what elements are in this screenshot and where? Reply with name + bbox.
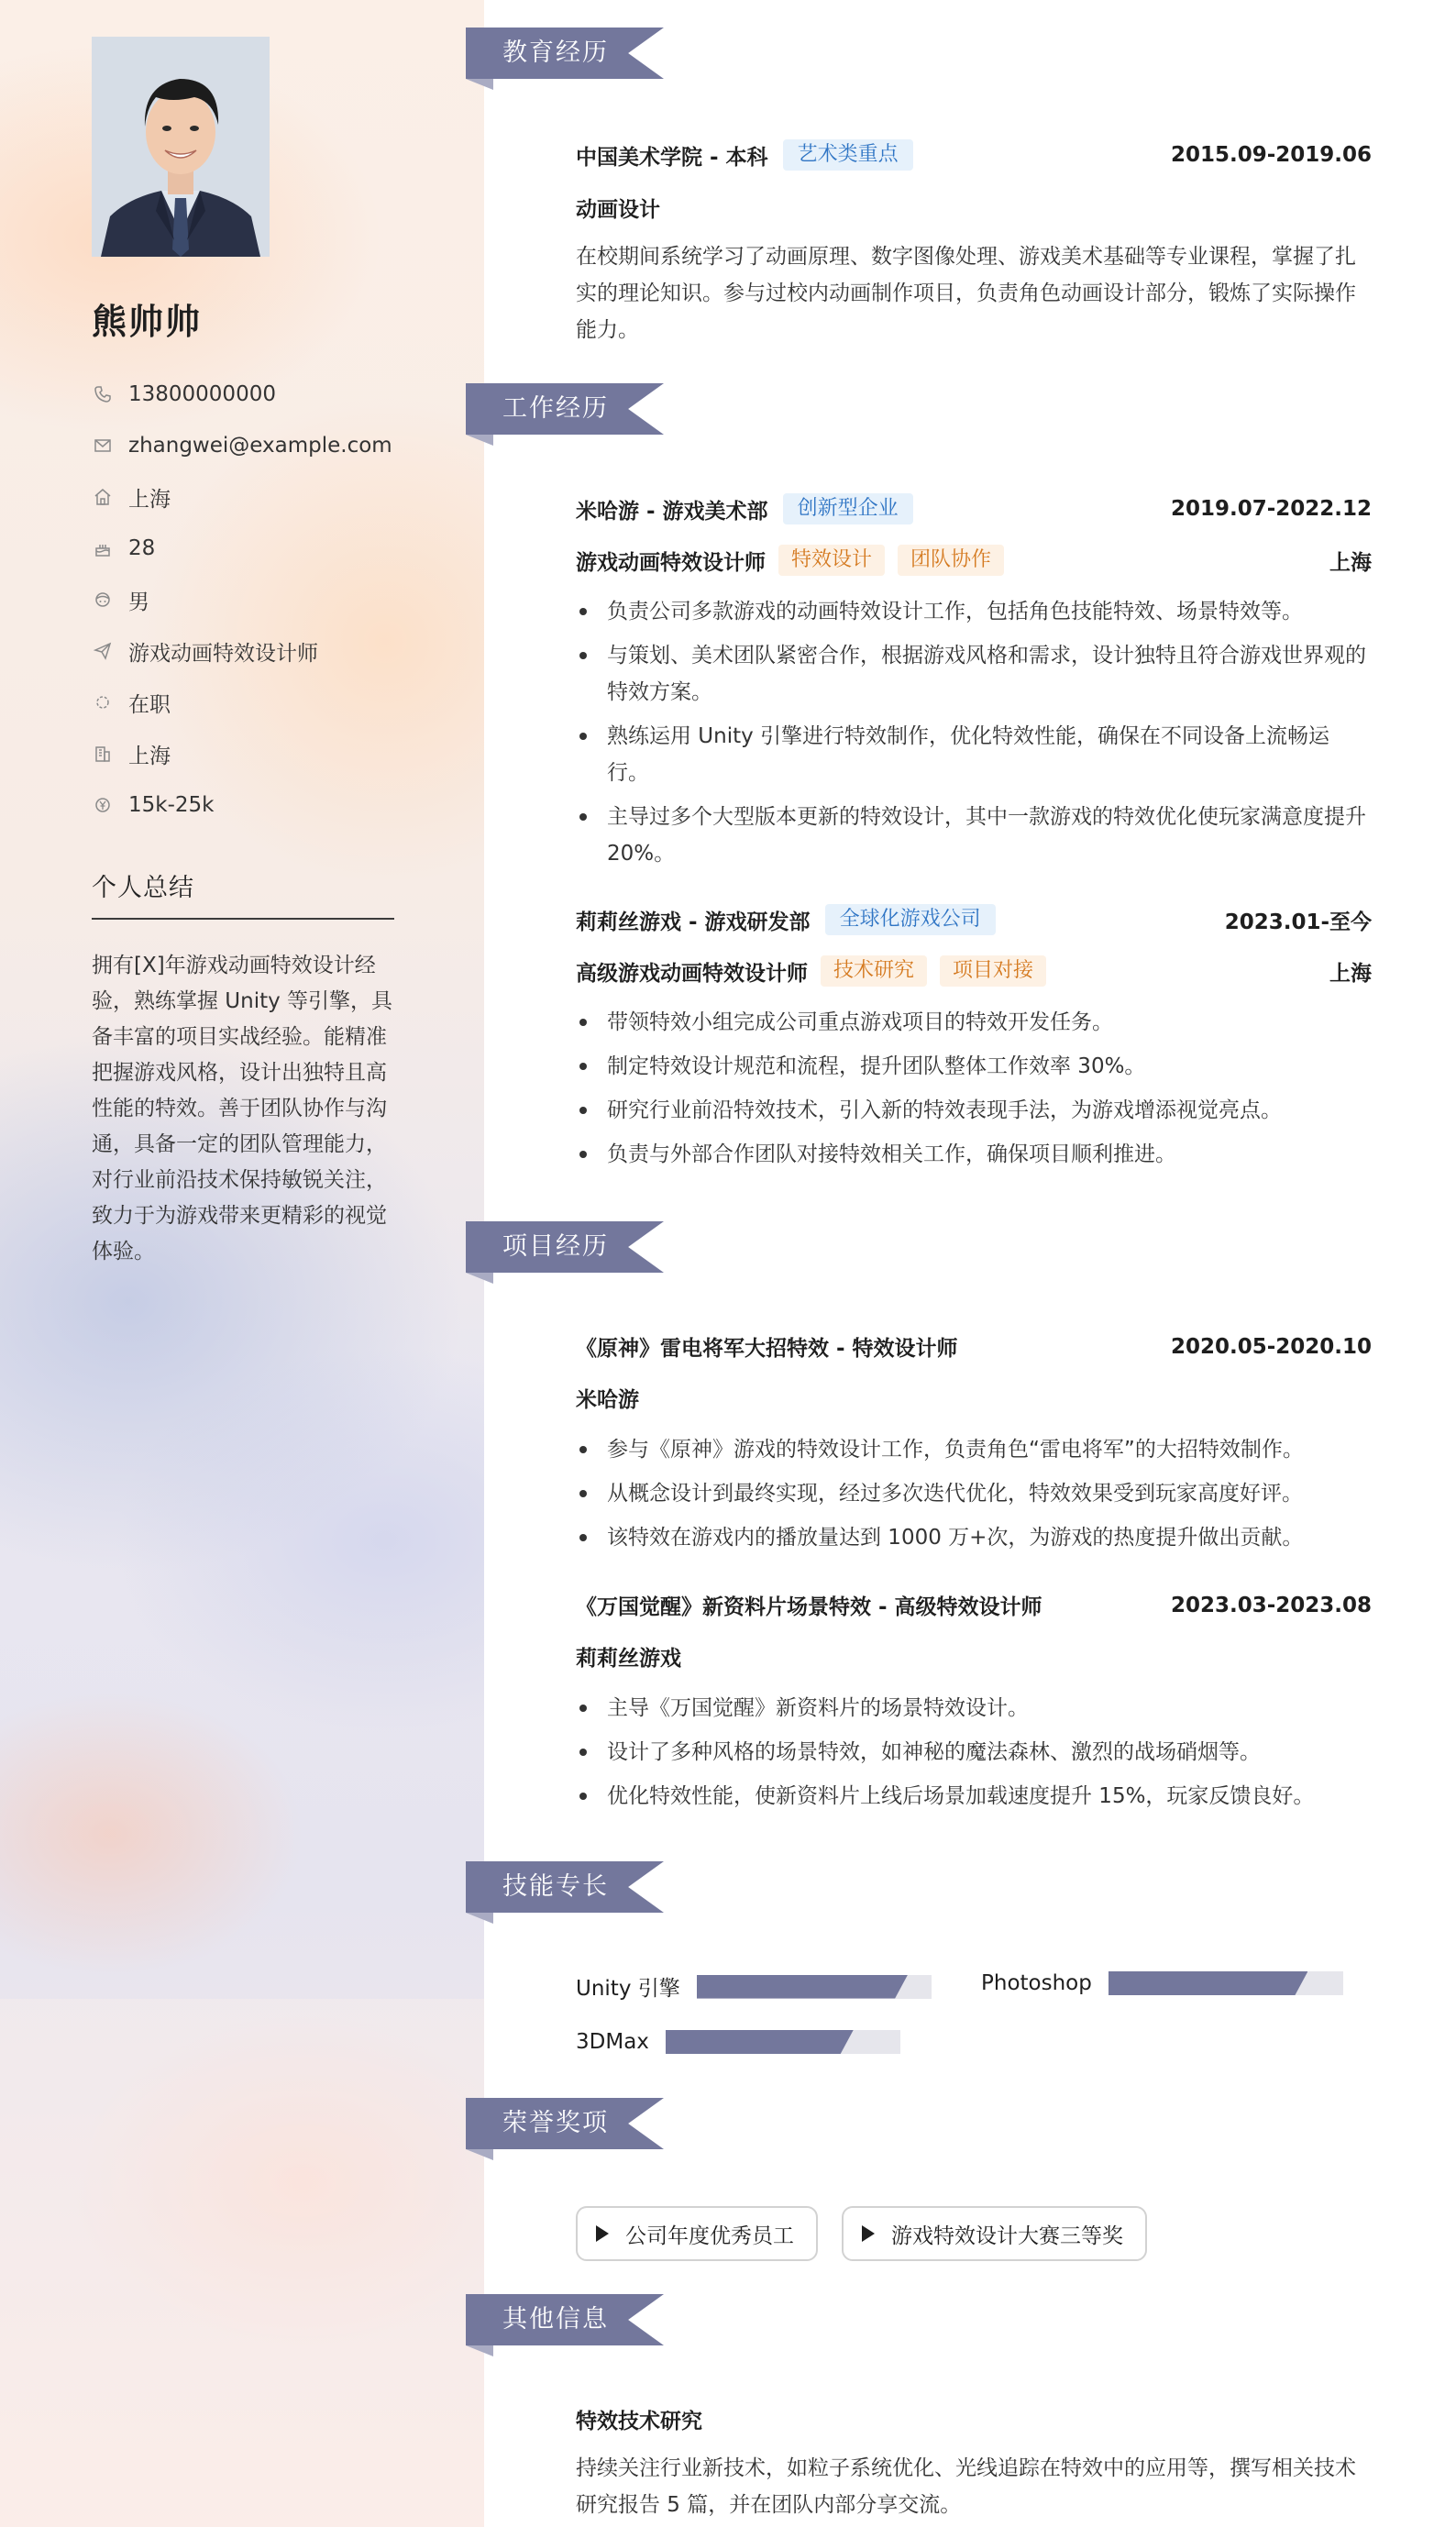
work-date: 2023.01-至今: [1224, 910, 1372, 934]
portrait-illustration: [92, 37, 270, 257]
cake-icon: [92, 537, 114, 559]
award-badge: [842, 2206, 1147, 2261]
work-city: 上海: [1329, 550, 1372, 575]
company-tag: 全球化游戏公司: [825, 904, 996, 935]
project-company: 米哈游: [576, 1388, 639, 1412]
project-details: [576, 1690, 1372, 1822]
project-header: [576, 1331, 1372, 1362]
school-name: 中国美术学院 - 本科: [576, 145, 768, 170]
section-header-projects: [466, 1221, 667, 1280]
list-item: 参与《原神》游戏的特效设计工作，负责角色“雷电将军”的大招特效制作。: [576, 1431, 1372, 1468]
skill-item-3dmax: [576, 2030, 900, 2054]
skill-bar: [1109, 1971, 1343, 1995]
email-address: zhangwei@example.com: [128, 434, 392, 458]
list-item: 从概念设计到最终实现，经过多次迭代优化，特效效果受到玩家高度好评。: [576, 1475, 1372, 1512]
skill-bar: [697, 1975, 932, 1999]
section-header-skills: [466, 1861, 667, 1920]
project-title: 《万国觉醒》新资料片场景特效 - 高级特效设计师: [576, 1595, 1042, 1619]
school-tag: 艺术类重点: [783, 139, 913, 171]
info-row-position: [92, 625, 392, 677]
award-badge: [576, 2206, 818, 2261]
project-date: 2020.05-2020.10: [1170, 1334, 1372, 1359]
info-row-city: [92, 728, 392, 779]
phone-number: 13800000000: [128, 382, 276, 406]
info-row-status: [92, 677, 392, 728]
age: 28: [128, 536, 156, 560]
play-triangle-icon: [596, 2225, 609, 2242]
work-responsibilities: [576, 1004, 1372, 1180]
list-item: 带领特效小组完成公司重点游戏项目的特效开发任务。: [576, 1004, 1372, 1041]
play-triangle-icon: [862, 2225, 875, 2242]
list-item: 熟练运用 Unity 引擎进行特效制作，优化特效性能，确保在不同设备上流畅运行。: [576, 718, 1372, 791]
target-position: 游戏动画特效设计师: [128, 641, 318, 666]
list-item: 主导过多个大型版本更新的特效设计，其中一款游戏的特效优化使玩家满意度提升 20%。: [576, 799, 1372, 872]
candidate-name: 熊帅帅: [92, 302, 203, 342]
education-major: 动画设计: [576, 198, 660, 222]
work-entry-header: [576, 904, 1372, 935]
summary-divider: [92, 918, 394, 920]
gender: 男: [128, 590, 149, 614]
company-name: 莉莉丝游戏 - 游戏研发部: [576, 910, 811, 934]
skill-tag: 特效设计: [778, 545, 885, 576]
skill-name: 3DMax: [576, 2030, 649, 2054]
work-date: 2019.07-2022.12: [1170, 497, 1372, 521]
gender-icon: [92, 589, 114, 611]
other-title: 特效技术研究: [576, 2410, 702, 2433]
section-title: 工作经历: [502, 394, 609, 423]
skill-bar-fill: [1109, 1971, 1308, 1995]
award-name: 游戏特效设计大赛三等奖: [891, 2224, 1123, 2248]
sidebar: [0, 0, 484, 2527]
project-header: [576, 1590, 1372, 1620]
company-name: 米哈游 - 游戏美术部: [576, 499, 768, 524]
job-title: 游戏动画特效设计师: [576, 550, 766, 575]
skill-bar-fill: [666, 2030, 854, 2054]
award-name: 公司年度优秀员工: [625, 2224, 794, 2248]
status-icon: [92, 691, 114, 713]
section-title: 其他信息: [502, 2305, 609, 2334]
skill-tag: 项目对接: [940, 955, 1046, 987]
section-header-other: [466, 2294, 667, 2353]
list-item: 研究行业前沿特效技术，引入新的特效表现手法，为游戏增添视觉亮点。: [576, 1092, 1372, 1129]
info-row-gender: [92, 574, 392, 625]
summary-title: 个人总结: [92, 874, 194, 902]
home-icon: [92, 486, 114, 508]
list-item: 负责公司多款游戏的动画特效设计工作，包括角色技能特效、场景特效等。: [576, 593, 1372, 630]
info-row-location: [92, 471, 392, 523]
section-title: 技能专长: [502, 1872, 609, 1901]
expected-salary: 15k-25k: [128, 793, 215, 817]
section-title: 教育经历: [502, 39, 609, 67]
info-row-email: [92, 420, 392, 471]
send-icon: [92, 640, 114, 662]
info-row-phone: [92, 369, 392, 420]
contact-info-list: [92, 369, 392, 831]
skill-name: Unity 引擎: [576, 1977, 680, 2001]
work-role-row: [576, 955, 1372, 987]
project-title: 《原神》雷电将军大招特效 - 特效设计师: [576, 1337, 958, 1361]
list-item: 制定特效设计规范和流程，提升团队整体工作效率 30%。: [576, 1048, 1372, 1085]
work-entry-header: [576, 493, 1372, 524]
list-item: 与策划、美术团队紧密合作，根据游戏风格和需求，设计独特且符合游戏世界观的特效方案。: [576, 637, 1372, 711]
section-header-education: [466, 28, 667, 86]
project-date: 2023.03-2023.08: [1170, 1593, 1372, 1617]
summary-text: 拥有[X]年游戏动画特效设计经验，熟练掌握 Unity 等引擎，具备丰富的项目实战经验。能精准把握游戏风格，设计出独特且高性能的特效。善于团队协作与沟通，具备一定的团队管理能力，对行业前沿技术保持敏锐关注，致力于为游戏带来更精彩的视觉体验。: [92, 954, 393, 1264]
mail-icon: [92, 435, 114, 457]
skill-name: Photoshop: [981, 1971, 1092, 1995]
skill-tag: 团队协作: [898, 545, 1004, 576]
skill-item-photoshop: [981, 1971, 1343, 1995]
education-description: 在校期间系统学习了动画原理、数字图像处理、游戏美术基础等专业课程，掌握了扎实的理论知识。参与过校内动画制作项目，负责角色动画设计部分，锻炼了实际操作能力。: [576, 245, 1356, 342]
section-title: 项目经历: [502, 1232, 609, 1261]
other-title-row: [576, 2404, 1372, 2434]
skill-tag: 技术研究: [821, 955, 927, 987]
section-title: 荣誉奖项: [502, 2109, 609, 2137]
skill-item-unity: [576, 1971, 932, 2002]
education-major-row: [576, 193, 1372, 223]
skill-bar: [666, 2030, 900, 2054]
info-row-age: [92, 523, 392, 574]
skill-bar-fill: [697, 1975, 908, 1999]
education-header: [576, 139, 1372, 171]
employment-status: 在职: [128, 692, 171, 717]
other-description: 持续关注行业新技术，如粒子系统优化、光线追踪在特效中的应用等，撰写相关技术研究报告 5 篇，并在团队内部分享交流。: [576, 2456, 1356, 2517]
work-responsibilities: [576, 593, 1372, 879]
section-header-work: [466, 383, 667, 442]
avatar-photo: [92, 37, 270, 257]
job-title: 高级游戏动画特效设计师: [576, 961, 808, 986]
project-company: 莉莉丝游戏: [576, 1647, 681, 1671]
target-city: 上海: [128, 744, 171, 768]
building-icon: [92, 743, 114, 765]
project-company-row: [576, 1641, 1372, 1672]
company-tag: 创新型企业: [783, 493, 913, 524]
list-item: 优化特效性能，使新资料片上线后场景加载速度提升 15%，玩家反馈良好。: [576, 1778, 1372, 1815]
work-city: 上海: [1329, 961, 1372, 986]
salary-icon: [92, 794, 114, 816]
work-role-row: [576, 545, 1372, 576]
list-item: 负责与外部合作团队对接特效相关工作，确保项目顺利推进。: [576, 1136, 1372, 1173]
phone-icon: [92, 383, 114, 405]
section-header-awards: [466, 2098, 667, 2157]
list-item: 主导《万国觉醒》新资料片的场景特效设计。: [576, 1690, 1372, 1727]
project-company-row: [576, 1383, 1372, 1413]
info-row-salary: [92, 779, 392, 831]
home-city: 上海: [128, 487, 171, 512]
list-item: 该特效在游戏内的播放量达到 1000 万+次，为游戏的热度提升做出贡献。: [576, 1519, 1372, 1556]
list-item: 设计了多种风格的场景特效，如神秘的魔法森林、激烈的战场硝烟等。: [576, 1734, 1372, 1771]
sidebar-background-fade: [0, 1999, 484, 2527]
project-details: [576, 1431, 1372, 1563]
education-date: 2015.09-2019.06: [1170, 143, 1372, 167]
